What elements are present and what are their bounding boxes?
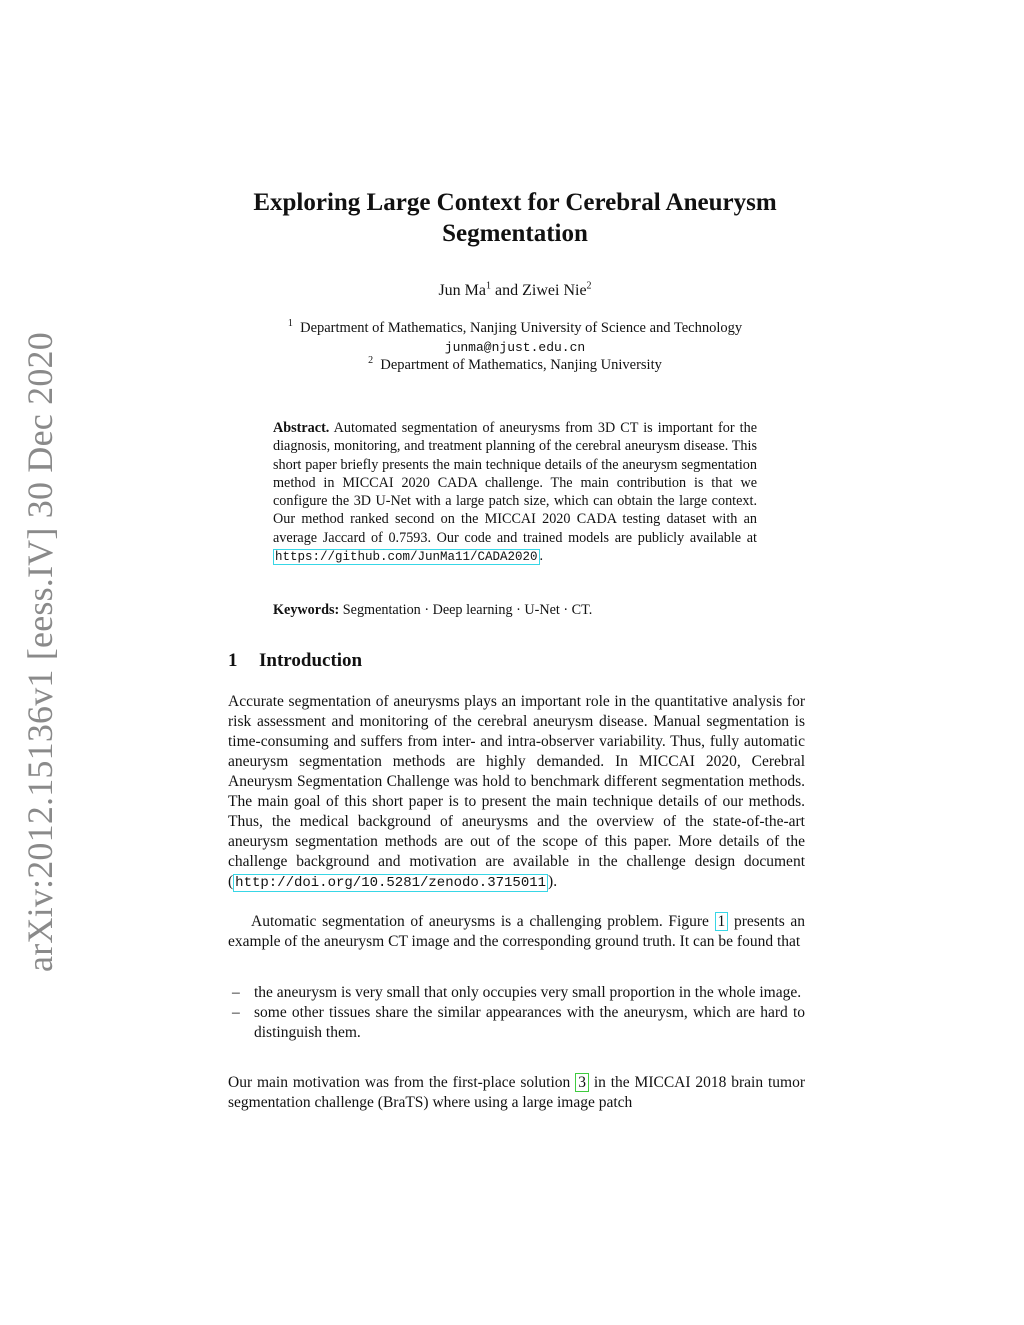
bullet-marker: – bbox=[232, 984, 240, 1001]
list-item bbox=[228, 1003, 805, 1043]
intro-p3-start: Our main motivation was from the first-place solution bbox=[228, 1074, 571, 1091]
paper-title bbox=[200, 187, 830, 249]
keywords-label: Keywords: bbox=[273, 602, 340, 618]
intro-paragraph-2 bbox=[228, 912, 805, 952]
challenge-document-link[interactable]: http://doi.org/10.5281/zenodo.3715011 bbox=[235, 875, 547, 891]
section-heading-introduction bbox=[228, 650, 362, 672]
intro-p2-start: Automatic segmentation of aneurysms is a challenging problem. Figure bbox=[251, 913, 709, 930]
affiliation-1-text: Department of Mathematics, Nanjing University of Science and Technology bbox=[300, 320, 743, 336]
author-email[interactable]: junma@njust.edu.cn bbox=[444, 340, 586, 355]
affiliation-2-marker: 2 bbox=[368, 355, 374, 367]
intro-paragraph-1 bbox=[228, 692, 805, 893]
bullet-marker: – bbox=[232, 1004, 240, 1021]
intro-p1-text: Accurate segmentation of aneurysms plays an important role in the quantitative analysis for risk assessment and monitoring of the cerebral aneurysm disease. Manual segmentation is time-consuming and suffers from inter- and intra-observer variability. Thus, fully automatic aneurysm segmentation methods are highly demanded. In MICCAI 2020, Cerebral Aneurysm Segmentation Challenge was hold to benchmark different segmentation methods. The main goal of this short paper is to present the main technique details of our methods. Thus, the medical background of aneurysms and the overview of the state-of-the-art aneurysm segmentation methods are out of the scope of this paper. More details of the challenge background and motivation are available in the challenge design document ( bbox=[228, 693, 805, 890]
abstract-end: . bbox=[539, 548, 544, 565]
author-list bbox=[200, 282, 830, 300]
observation-list bbox=[228, 983, 805, 1043]
author-1-affil-marker: 1 bbox=[486, 280, 492, 292]
affiliation-1 bbox=[200, 320, 830, 337]
affiliation-2-text: Department of Mathematics, Nanjing University bbox=[380, 357, 662, 373]
keywords bbox=[273, 602, 757, 619]
intro-p1-end: ). bbox=[548, 873, 558, 890]
author-1: Jun Ma bbox=[438, 282, 487, 299]
abstract-label: Abstract. bbox=[273, 420, 330, 436]
author-conjunction: and bbox=[495, 282, 519, 299]
list-item bbox=[228, 983, 805, 1003]
intro-p3-end: in the MICCAI 2018 brain tumor segmentation challenge (BraTS) where using a large image patch bbox=[228, 1074, 806, 1111]
title-line-2: Segmentation bbox=[442, 220, 588, 247]
section-title: Introduction bbox=[259, 650, 363, 671]
affiliation-email bbox=[200, 339, 830, 356]
code-repository-link[interactable]: https://github.com/JunMa11/CADA2020 bbox=[275, 550, 538, 565]
arxiv-stamp: arXiv:2012.15136v1 [eess.IV] 30 Dec 2020 bbox=[20, 331, 60, 972]
title-line-1: Exploring Large Context for Cerebral Aneurysm bbox=[253, 189, 777, 216]
author-2-affil-marker: 2 bbox=[586, 280, 592, 292]
intro-paragraph-3 bbox=[228, 1073, 805, 1113]
list-item-text: the aneurysm is very small that only occupies very small proportion in the whole image. bbox=[254, 984, 802, 1001]
abstract bbox=[273, 419, 757, 566]
affiliation-1-marker: 1 bbox=[287, 318, 293, 330]
author-2: Ziwei Nie bbox=[522, 282, 587, 299]
abstract-text: Automated segmentation of aneurysms from 3D CT is important for the diagnosis, monitoring, and treatment planning of the cerebral aneurysm disease. This short paper briefly presents the main technique details of the aneurysm segmentation method in MICCAI 2020 CADA challenge. The main contribution is that we configure the 3D U-Net with a large patch size, which can obtain the large context. Our method ranked second on the MICCAI 2020 CADA testing dataset with an average Jaccard of 0.7593. Our code and trained models are publicly available at bbox=[273, 420, 757, 546]
citation-link[interactable]: 3 bbox=[575, 1073, 589, 1092]
figure-reference-link[interactable]: 1 bbox=[715, 912, 729, 931]
section-number: 1 bbox=[228, 650, 238, 671]
keywords-text: Segmentation · Deep learning · U-Net · CT. bbox=[342, 602, 593, 618]
intro-p2-end: presents an example of the aneurysm CT image and the corresponding ground truth. It can be found that bbox=[228, 913, 805, 950]
list-item-text: some other tissues share the similar appearances with the aneurysm, which are hard to distinguish them. bbox=[254, 1004, 805, 1041]
affiliation-2 bbox=[200, 357, 830, 374]
